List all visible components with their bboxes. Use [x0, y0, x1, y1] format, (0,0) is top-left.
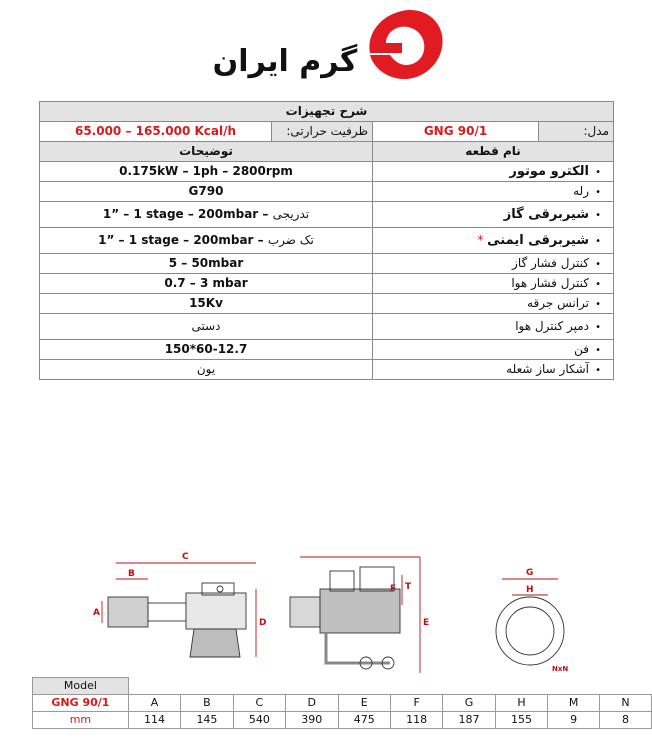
spec-row-part [373, 340, 614, 360]
part-name: الکترو موتور [509, 163, 590, 179]
spec-row-part [373, 314, 614, 340]
part-name: شیربرقی گاز [503, 206, 590, 222]
spec-row-part [373, 182, 614, 202]
part-name: رله [573, 183, 590, 198]
dims-value: 114 [128, 712, 180, 729]
spec-row-desc: 15Kv [40, 294, 373, 314]
required-star-icon: * [477, 232, 484, 247]
dims-model-value: GNG 90/1 [33, 695, 129, 712]
part-name: شیربرقی ایمنی [487, 232, 590, 248]
dims-header: F [390, 695, 442, 712]
dim-label-h: H [526, 585, 534, 595]
col-header-description: توضیحات [40, 142, 373, 162]
dims-value: 155 [495, 712, 547, 729]
bullet-icon: • [595, 321, 601, 333]
dim-label-d: D [259, 618, 267, 628]
dim-label-c: C [182, 552, 189, 562]
burner-dimension-drawing [90, 545, 595, 685]
dims-header: N [600, 695, 652, 712]
spec-row [40, 314, 614, 340]
dim-label-a: A [93, 608, 100, 618]
model-value: GNG 90/1 [423, 124, 488, 138]
equipment-spec-table [39, 101, 614, 380]
desc-part-b: تک ضرب [267, 233, 314, 247]
capacity-cell [40, 122, 373, 142]
part-name: کنترل فشار هوا [511, 275, 590, 290]
logo-mark-icon [362, 5, 447, 85]
dims-model-label: Model [33, 678, 129, 695]
dims-value: 118 [390, 712, 442, 729]
spec-row-part [373, 162, 614, 182]
bullet-icon: • [595, 278, 601, 290]
dim-label-t: T [405, 582, 412, 592]
dims-header: H [495, 695, 547, 712]
spec-row-desc: G790 [40, 182, 373, 202]
dims-header: C [233, 695, 285, 712]
dims-header: A [128, 695, 180, 712]
spec-row [40, 360, 614, 380]
dim-label-b: B [128, 569, 135, 579]
bullet-icon: • [595, 344, 601, 356]
model-cell [373, 122, 614, 142]
dims-header: D [286, 695, 338, 712]
dims-value: 475 [338, 712, 390, 729]
spec-row-desc: 0.175kW – 1ph – 2800rpm [40, 162, 373, 182]
dims-value: 187 [443, 712, 495, 729]
part-name: دمپر کنترل هوا [515, 318, 590, 333]
spec-row-desc: 5 – 50mbar [40, 254, 373, 274]
spec-row [40, 202, 614, 228]
col-header-part: نام قطعه [373, 142, 614, 162]
model-label: مدل: [538, 122, 613, 141]
dims-header: E [338, 695, 390, 712]
brand-logo [0, 0, 652, 95]
dims-value: 145 [181, 712, 233, 729]
spec-row-part [373, 360, 614, 380]
capacity-label: ظرفیت حرارتی: [271, 122, 372, 141]
dims-header: G [443, 695, 495, 712]
part-name: فن [574, 341, 590, 356]
spec-row-part [373, 228, 614, 254]
spec-row-part [373, 274, 614, 294]
dims-unit: mm [33, 712, 129, 729]
spec-row-desc: یون [40, 360, 373, 380]
spec-row [40, 162, 614, 182]
desc-part-a: 1” – 1 stage – 200mbar – [102, 207, 273, 221]
spec-row-desc: دستی [40, 314, 373, 340]
spec-row [40, 254, 614, 274]
spec-row-part [373, 202, 614, 228]
part-name: کنترل فشار گاز [512, 255, 590, 270]
bullet-icon: • [595, 186, 601, 198]
part-name: آشکار ساز شعله [506, 361, 590, 376]
logo-wordmark: گرم ایران [212, 44, 358, 79]
spec-row-desc: 150*60-12.7 [40, 340, 373, 360]
dimension-table [32, 677, 652, 729]
spec-row-desc [40, 228, 373, 254]
dims-header: B [181, 695, 233, 712]
desc-part-a: 1” – 1 stage – 200mbar – [98, 233, 268, 247]
bullet-icon: • [595, 235, 601, 247]
spec-row-part [373, 294, 614, 314]
dim-label-e: E [423, 618, 430, 628]
spec-row-part [373, 254, 614, 274]
spec-row-desc: 0.7 – 3 mbar [40, 274, 373, 294]
dims-value: 8 [600, 712, 652, 729]
dim-label-nxn: NxN [552, 665, 569, 673]
bullet-icon: • [595, 166, 601, 178]
dims-value: 390 [286, 712, 338, 729]
desc-part-b: تدریجی [272, 207, 310, 221]
bullet-icon: • [595, 298, 601, 310]
capacity-value: 65.000 – 165.000 Kcal/h [74, 124, 237, 138]
dim-label-g: G [526, 568, 534, 578]
spec-row [40, 340, 614, 360]
dim-label-f: F [390, 584, 397, 594]
spec-title: شرح تجهیزات [40, 102, 614, 122]
spec-row [40, 228, 614, 254]
bullet-icon: • [595, 364, 601, 376]
spec-row [40, 182, 614, 202]
dims-value: 9 [548, 712, 600, 729]
spec-row [40, 274, 614, 294]
spec-row [40, 294, 614, 314]
bullet-icon: • [595, 258, 601, 270]
spec-row-desc [40, 202, 373, 228]
bullet-icon: • [595, 209, 601, 221]
dims-header: M [548, 695, 600, 712]
part-name: ترانس جرقه [527, 295, 590, 310]
dims-value: 540 [233, 712, 285, 729]
